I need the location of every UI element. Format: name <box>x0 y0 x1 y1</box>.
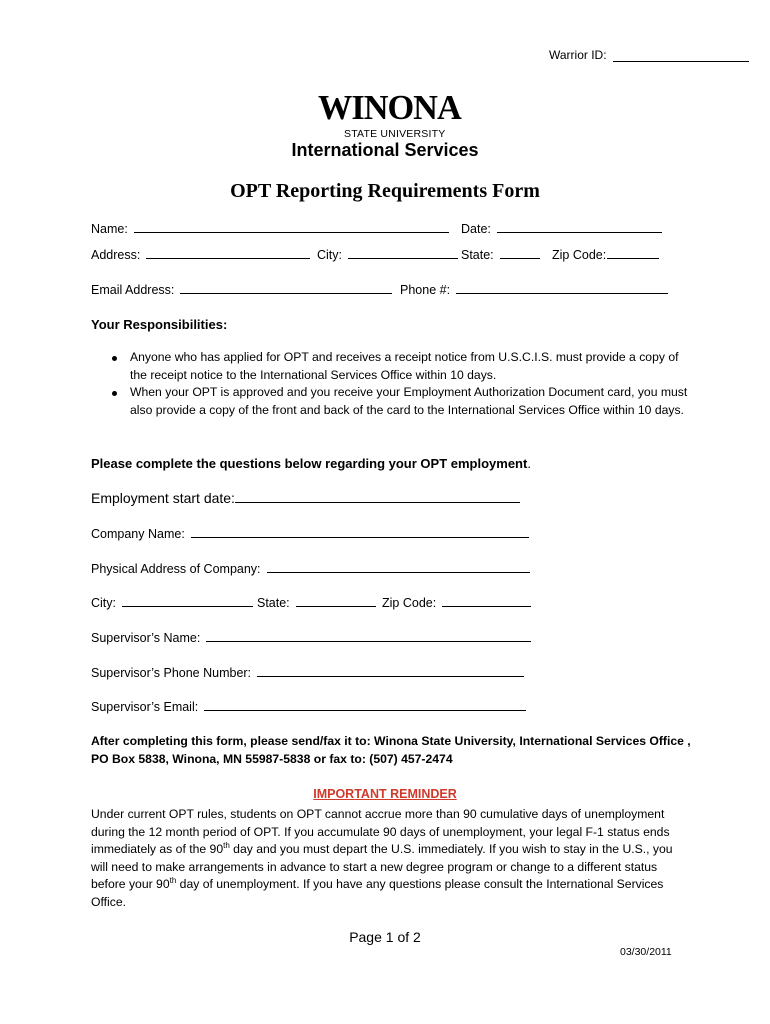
company-city-field <box>91 594 253 610</box>
warrior-id-input[interactable] <box>613 48 749 62</box>
bullet-icon <box>112 356 117 361</box>
email-field <box>91 281 392 297</box>
list-item-text: Anyone who has applied for OPT and receives a receipt notice from U.S.C.I.S. must provide a copy of the receipt notice to the International Services Office within 10 days. <box>130 350 679 382</box>
supervisor-phone-input[interactable] <box>257 664 524 677</box>
company-state-input[interactable] <box>296 594 376 607</box>
address-field <box>91 246 310 262</box>
name-field <box>91 220 449 236</box>
date-field <box>461 220 662 236</box>
supervisor-email-field <box>91 698 526 714</box>
state-label: State: <box>461 248 494 262</box>
company-zip-field <box>382 594 531 610</box>
employment-start-date-label: Employment start date: <box>91 490 235 506</box>
supervisor-name-input[interactable] <box>206 629 531 642</box>
list-item <box>108 384 698 419</box>
address-input[interactable] <box>146 246 310 259</box>
warrior-id-label: Warrior ID: <box>549 48 607 62</box>
company-state-field <box>257 594 376 610</box>
company-name-field <box>91 525 529 541</box>
logo-subtitle: STATE UNIVERSITY <box>344 128 446 140</box>
reminder-sup-1: th <box>223 840 230 850</box>
revision-date: 03/30/2011 <box>620 946 672 958</box>
city-field <box>317 246 458 262</box>
phone-input[interactable] <box>456 281 668 294</box>
company-address-input[interactable] <box>267 560 530 573</box>
reminder-sup-2: th <box>169 875 177 885</box>
name-input[interactable] <box>134 220 449 233</box>
important-reminder-title: IMPORTANT REMINDER <box>313 787 457 801</box>
phone-field <box>400 281 668 297</box>
employment-heading <box>91 456 531 471</box>
office-name: International Services <box>291 140 479 160</box>
employment-start-date-input[interactable] <box>235 490 520 503</box>
reminder-text-1: Under current OPT rules, students on OPT cannot accrue more than 90 cumulative days of unemployment during the 12 month period of OPT. If you accumulate 90 days of unemployment, your legal F-1 status ends immediately as of the 90 <box>91 807 670 856</box>
reminder-text-2: day and you must depart the U.S. immediately. If you wish to stay in the U.S., you will need to make arrangements in advance to start a new degree program or change to a different status before your 90 <box>91 842 673 891</box>
email-input[interactable] <box>180 281 392 294</box>
list-item-text: When your OPT is approved and you receive your Employment Authorization Document card, you must also provide a copy of the front and back of the card to the International Services Office within 10 days. <box>130 385 688 417</box>
employment-start-date-field <box>91 490 520 506</box>
state-input[interactable] <box>500 246 540 259</box>
supervisor-phone-label: Supervisor’s Phone Number: <box>91 666 252 680</box>
zip-label: Zip Code: <box>552 248 607 262</box>
page-number: Page 1 of 2 <box>349 929 421 945</box>
supervisor-email-input[interactable] <box>204 698 526 711</box>
list-item <box>108 349 698 384</box>
form-title: OPT Reporting Requirements Form <box>230 180 540 202</box>
logo-wordmark: WINONA <box>318 88 461 127</box>
supervisor-email-label: Supervisor’s Email: <box>91 700 199 714</box>
date-label: Date: <box>461 222 491 236</box>
company-address-field <box>91 560 530 576</box>
zip-field <box>552 246 659 262</box>
responsibilities-heading: Your Responsibilities: <box>91 317 228 332</box>
name-label: Name: <box>91 222 128 236</box>
company-city-input[interactable] <box>122 594 253 607</box>
supervisor-name-field <box>91 629 531 645</box>
company-zip-input[interactable] <box>442 594 531 607</box>
supervisor-name-label: Supervisor’s Name: <box>91 631 201 645</box>
city-label: City: <box>317 248 342 262</box>
company-city-label: City: <box>91 596 116 610</box>
employment-heading-text: Please complete the questions below regarding your OPT employment <box>91 456 528 471</box>
reminder-body <box>91 806 691 911</box>
date-input[interactable] <box>497 220 662 233</box>
company-name-label: Company Name: <box>91 527 185 541</box>
warrior-id-field <box>549 48 749 62</box>
state-field <box>461 246 540 262</box>
send-instructions: After completing this form, please send/fax it to: Winona State University, International Services Office , PO Box 5838, Winona, MN 55987-5838 or fax to: (507) 457-2474 <box>91 734 691 766</box>
address-label: Address: <box>91 248 141 262</box>
city-input[interactable] <box>348 246 458 259</box>
company-address-label: Physical Address of Company: <box>91 562 261 576</box>
bullet-icon <box>112 391 117 396</box>
company-zip-label: Zip Code: <box>382 596 437 610</box>
email-label: Email Address: <box>91 283 175 297</box>
employment-heading-period: . <box>527 456 531 471</box>
university-logo <box>318 88 461 140</box>
reminder-text-3: day of unemployment. If you have any questions please consult the International Services Office. <box>91 877 664 909</box>
zip-input[interactable] <box>607 246 659 259</box>
company-state-label: State: <box>257 596 290 610</box>
company-name-input[interactable] <box>191 525 529 538</box>
supervisor-phone-field <box>91 664 524 680</box>
phone-label: Phone #: <box>400 283 451 297</box>
responsibilities-list <box>108 349 698 419</box>
